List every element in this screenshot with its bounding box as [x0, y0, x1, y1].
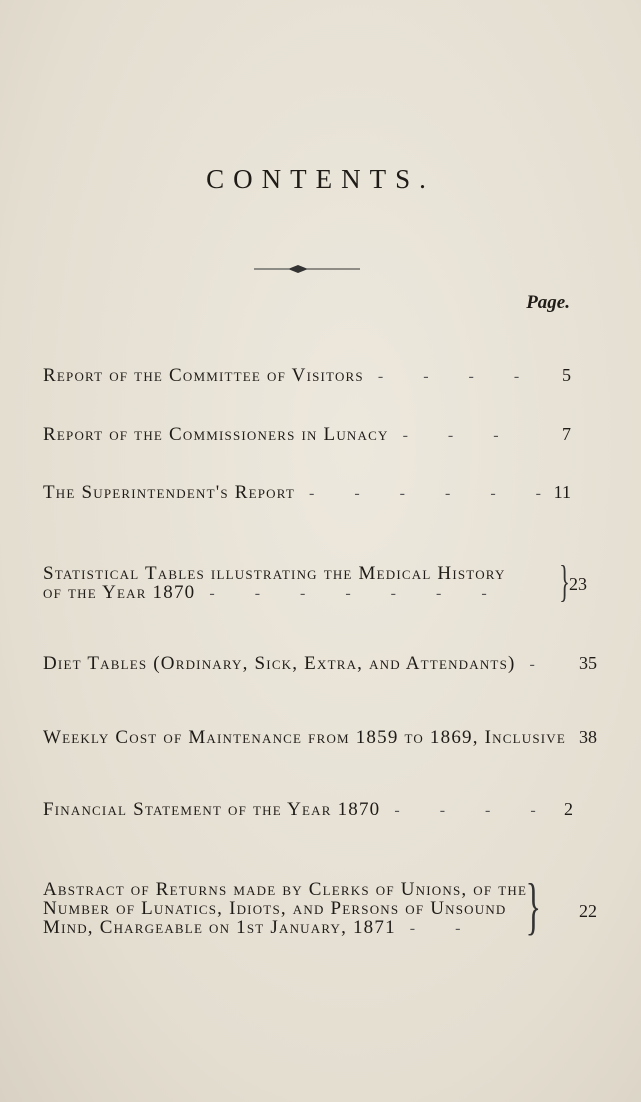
entry-title: Report of the Committee of Visitors — [43, 365, 364, 386]
page-number: 23 — [569, 574, 587, 594]
entry-title: Report of the Commissioners in Lunacy — [43, 424, 389, 445]
page-number: 38 — [579, 727, 597, 747]
toc-entry[interactable] — [43, 653, 599, 675]
ornament-rule-icon — [252, 262, 362, 276]
toc-entry[interactable] — [43, 424, 599, 446]
toc-entry[interactable] — [43, 870, 599, 941]
entry-title: Financial Statement of the Year 1870 — [43, 799, 381, 820]
entry-title-line: Statistical Tables illustrating the Medical History — [43, 563, 506, 584]
leader-dots: - - — [409, 920, 479, 937]
leader-dots: - — [529, 656, 553, 673]
page-number: 5 — [562, 365, 571, 385]
toc-entry[interactable] — [43, 799, 599, 821]
toc-entry[interactable] — [43, 557, 599, 606]
leader-dots: - - - - — [394, 802, 554, 819]
entry-title-line: Mind, Chargeable on 1st January, 1871 — [43, 917, 396, 938]
page-number: 11 — [553, 482, 571, 502]
brace-icon: } — [525, 870, 542, 941]
page-number: 7 — [562, 424, 571, 444]
toc-entry[interactable] — [43, 727, 599, 749]
toc-entry[interactable] — [43, 365, 599, 387]
entry-title: Diet Tables (Ordinary, Sick, Extra, and Attendants) — [43, 653, 516, 674]
page-column-heading: Page. — [526, 292, 570, 313]
page-number: 22 — [579, 901, 597, 921]
page-number: 2 — [564, 799, 573, 819]
entry-title: Weekly Cost of Maintenance from 1859 to 1869, Inclusive — [43, 727, 567, 748]
entry-title-line: Abstract of Returns made by Clerks of Unions, of the — [43, 879, 528, 900]
entry-title-line: Number of Lunatics, Idiots, and Persons of Unsound — [43, 898, 507, 919]
leader-dots: - - - — [402, 427, 517, 444]
entry-title: The Superintendent's Report — [43, 482, 295, 503]
leader-dots: - - - - — [377, 368, 538, 385]
toc-entry[interactable] — [43, 482, 599, 504]
entry-title-line: of the Year 1870 — [43, 582, 196, 603]
leader-dots: - - - - - - - — [209, 585, 505, 602]
leader-dots: - - - - - - — [309, 485, 559, 502]
page-number: 35 — [579, 653, 597, 673]
brace-icon: } — [559, 557, 570, 606]
page-title: CONTENTS. — [206, 164, 435, 194]
